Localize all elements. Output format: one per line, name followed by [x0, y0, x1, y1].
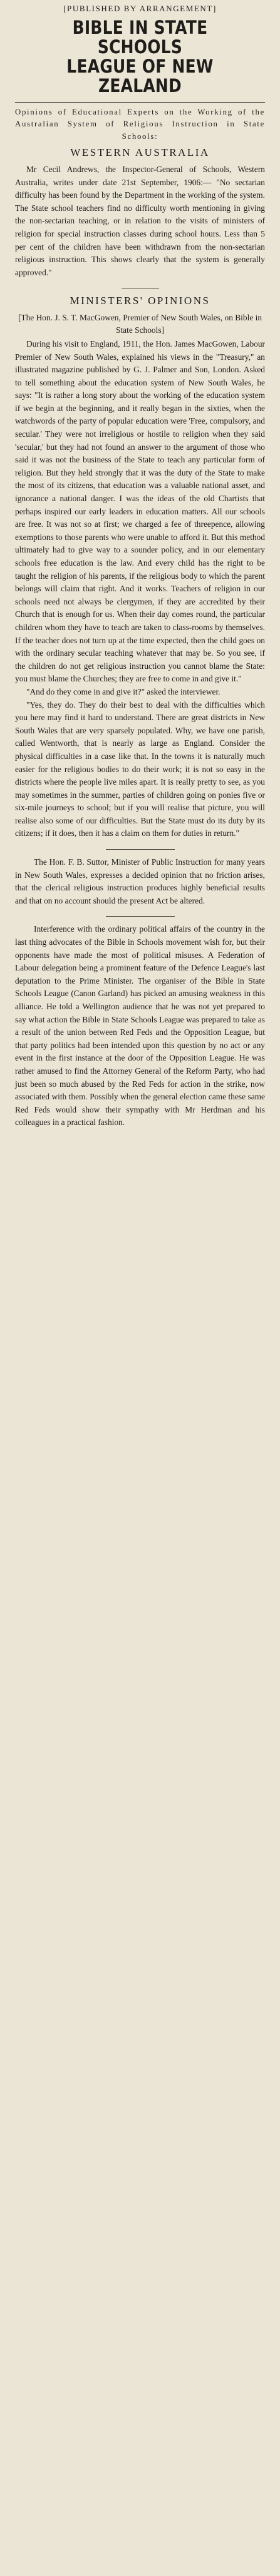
- headline-line-1: BIBLE IN STATE SCHOOLS: [72, 16, 208, 58]
- macgowen-paragraph-3: "Yes, they do. They do their best to deal with the difficulties which you here may find it hard to understand. There are great districts in New South Wales that are very sparsely populated. Why, we have one parish, called Wentworth, that is nearly as large as England. Consider the physical difficulties in a case like that. In the towns it is naturally much easier for the religious bodies to do their work; it is not so easy in the districts where the people live miles apart. It is really pretty to see, as you may sometimes in the summer, parties of children going on ponies five or six-mile journeys to school; but if you will realise that picture, you will realise also some of our difficulties. But the State must do its duty by its citizens; if it does, then it has a claim on them for duties in return.": [15, 700, 265, 838]
- western-australia-paragraph: Mr Cecil Andrews, the Inspector-General of Schools, Western Australia, writes under date 21st September, 1906:— "No sectarian difficulty has been found by the Department in the working of the system. The State school teachers find no difficulty worth mentioning in giving the non-sectarian teaching, or in relation to the visits of ministers of religion for special instruction classes during school hours. Less than 5 per cent of the children have been withdrawn from the non-sectarian religious instruction. This shows clearly that the system is generally approved.": [15, 164, 265, 277]
- macgowen-paragraph-2: "And do they come in and give it?" asked the interviewer.: [26, 686, 220, 696]
- section-divider: [106, 916, 175, 917]
- suttor-paragraph: The Hon. F. B. Suttor, Minister of Public Instruction for many years in New South Wales, expresses a decided opinion that no friction arises, that the clerical religious instruction produces highly beneficial results and that on no account should the present Act be altered.: [15, 857, 265, 905]
- article-deck: Opinions of Educational Experts on the Working of the Australian System of Religious Instruction in State Schools:: [15, 107, 265, 141]
- headline-rule: [15, 102, 265, 103]
- ministers-subheading: [The Hon. J. S. T. MacGowen, Premier of New South Wales, on Bible in State Schools]: [18, 312, 262, 335]
- section-divider: [106, 849, 175, 850]
- section-heading-ministers-opinions: MINISTERS' OPINIONS: [70, 295, 210, 307]
- headline-line-2: LEAGUE OF NEW ZEALAND: [66, 55, 214, 96]
- interference-paragraph: Interference with the ordinary political affairs of the country in the last thing advocates of the Bible in Schools movement wish for, but their opponents have made the most of political misuses. A Federation of Labour delegation being a prominent feature of the Defence League's last deputation to the Prime Minister. The organiser of the Bible in State Schools League (Canon Garland) has picked an amusing weakness in this alliance. He told a Wellington audience that he was not yet prepared to say what action the Bible in State Schools League was prepared to take as a result of the union between Red Feds and the Opposition League, but that party politics had been intended upon this question by no act or any event in the first instance at the door of the Opposition League. He was rather amused to find the Attorney General of the Reform Party, who had just been so much abused by the Red Feds for action in the strike, now associated with them. Possibly when the general election came these same Red Feds would show their sympathy with Mr Herdman and his colleagues in a practical fashion.: [15, 924, 265, 1128]
- section-heading-western-australia: WESTERN AUSTRALIA: [70, 146, 210, 159]
- arrangement-notice: [PUBLISHED BY ARRANGEMENT]: [63, 4, 217, 13]
- macgowen-paragraph-1: During his visit to England, 1911, the Hon. James MacGowen, Labour Premier of New South Wales, explained his views in the "Treasury," an illustrated magazine published by G. J. Palmer and Son, London. Asked to tell something about the education system of New South Wales, he says: "It is rather a long story about the working of the education system if we begin at the beginning, and it really began in the sixties, when the watchwords of the party of popular education were 'Free, compulsory, and secular.' They were not irreligious or hostile to religion when they said 'secular,' but they had not found an answer to the argument of those who said it was not the business of the State to teach any particular form of religion. But they held strongly that it was the duty of the State to make the most of its citizens, that education was a valuable national asset, and ignorance a national danger. I was the ideas of the old Chartists that perhaps inspired our early leaders in education matters. All our schools are free. It was not so at first; we charged a fee of threepence, allowing exemptions to those parents who were unable to afford it. But this method ultimately had to give way to a sounder policy, and in our elementary schools free education is the law. And every child has the right to be taught the religion of his parents, if the religious body to which the parent belongs will claim that right. And it works. Teachers of religion in our schools need not always be clergymen, if they are accredited by their Church that is enough for us. When their day comes round, the particular children whom they have to teach are taken to class-rooms by themselves. If the teacher does not turn up at the time expected, then the child goes on with the ordinary secular teaching whatever that may be. So you see, if the children do not get religious instruction you cannot blame the State: you must blame the Churches; they are free to come in and give it.": [15, 339, 265, 684]
